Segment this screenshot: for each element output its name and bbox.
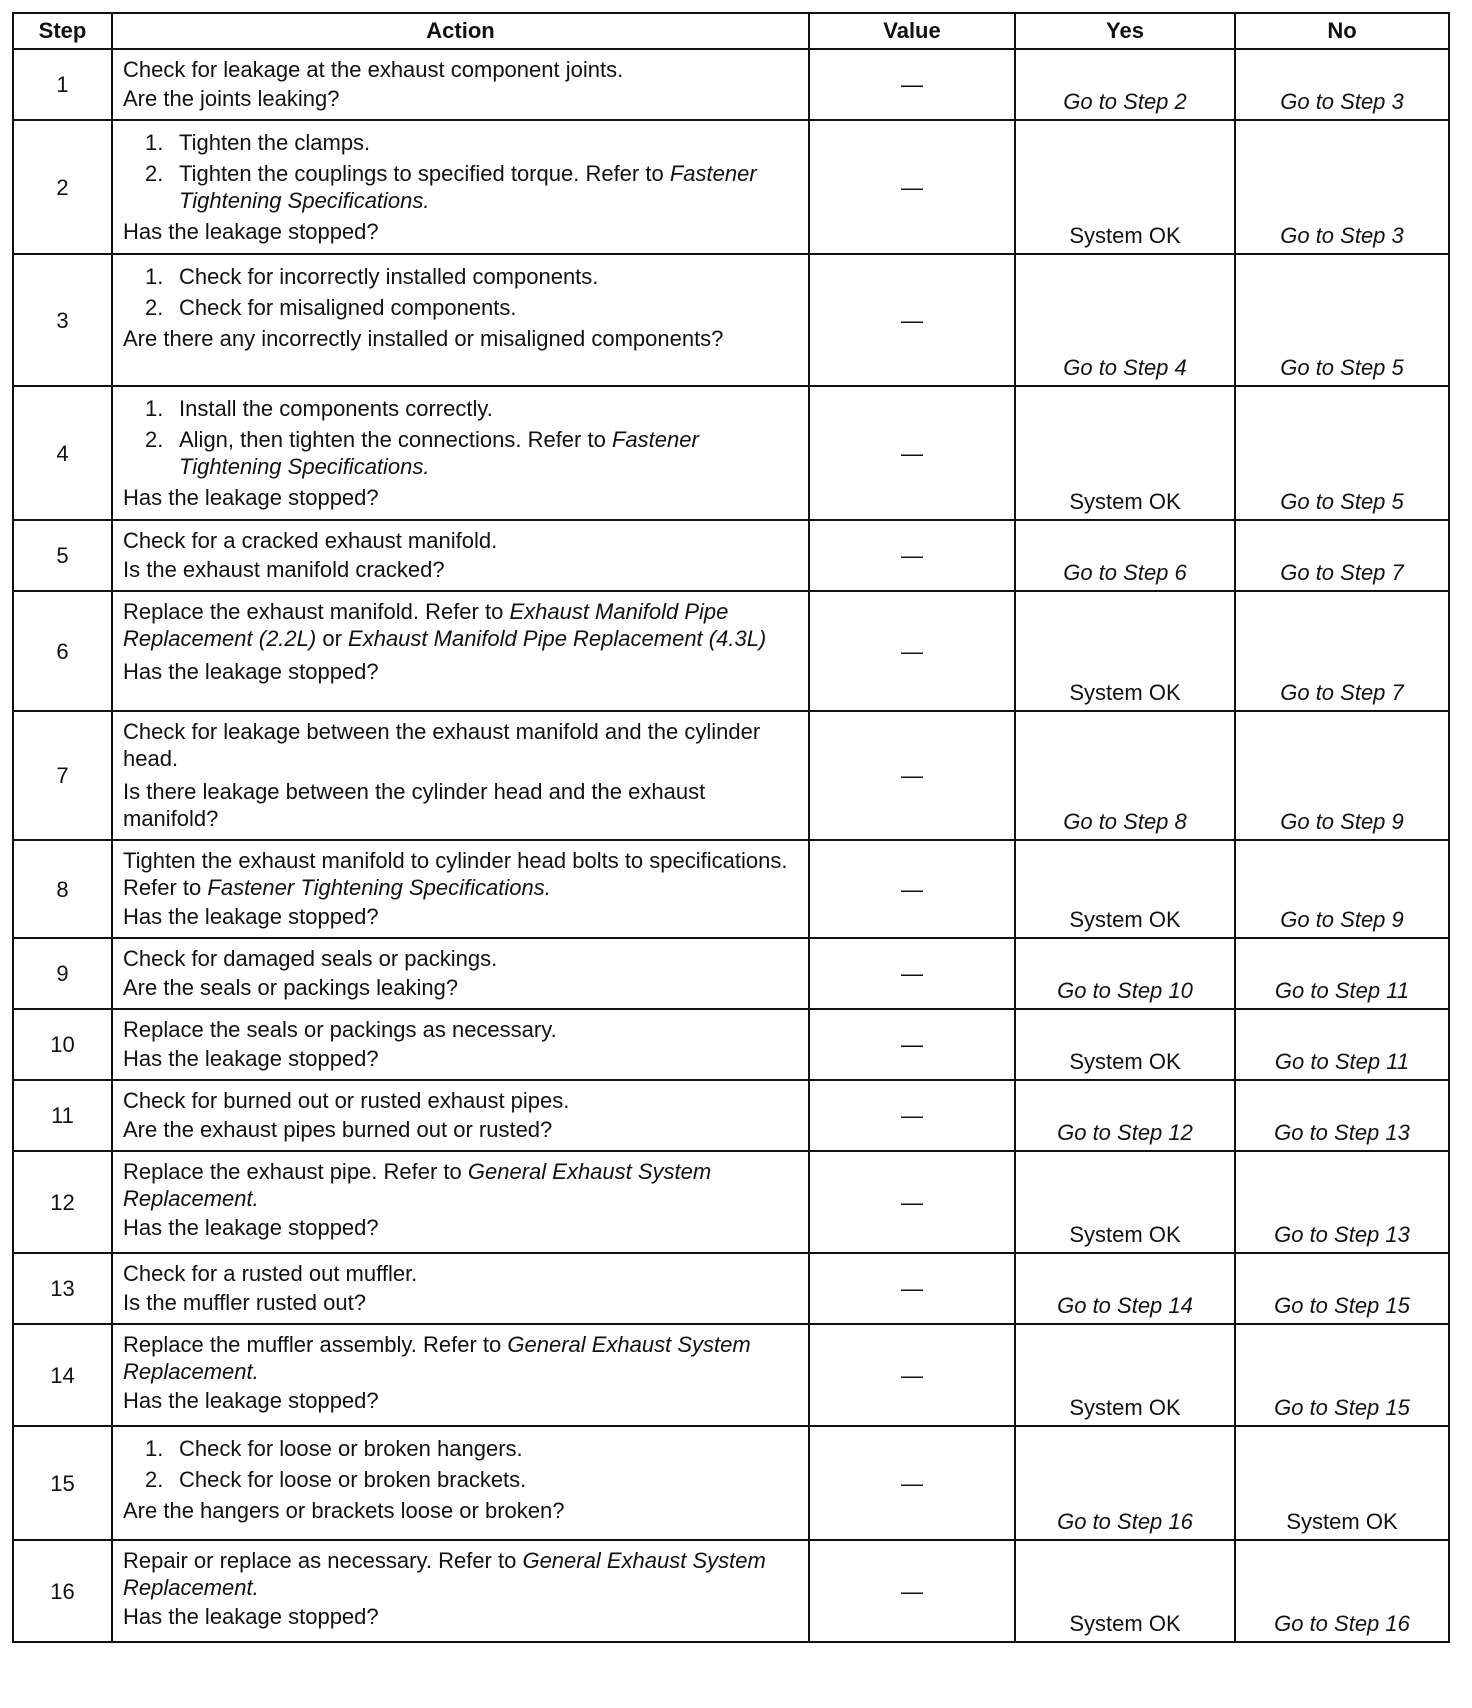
list-item-text: Tighten the couplings to specified torque. Refer to [179,161,664,186]
step-number: 9 [13,938,112,1009]
list-item-text: Align, then tighten the connections. Refer to [179,427,606,452]
action-cell [112,120,809,254]
reference-link: Fastener Tightening Specifications. [179,427,699,479]
yes-cell: Go to Step 8 [1015,711,1235,840]
action-question: Has the leakage stopped? [123,1604,379,1629]
value-cell: — [809,938,1015,1009]
reference-link: General Exhaust System Replacement. [123,1332,751,1384]
action-question: Are the exhaust pipes burned out or rusted? [123,1117,553,1142]
no-cell: Go to Step 15 [1235,1253,1449,1324]
step-number: 2 [13,120,112,254]
value-cell: — [809,120,1015,254]
yes-cell: Go to Step 12 [1015,1080,1235,1151]
value-cell: — [809,591,1015,711]
header-value: Value [809,13,1015,49]
action-question: Are the hangers or brackets loose or broken? [123,1498,565,1523]
header-no: No [1235,13,1449,49]
yes-cell: System OK [1015,1151,1235,1253]
action-instruction: Check for burned out or rusted exhaust pipes. [123,1088,570,1113]
list-item-text: Install the components correctly. [179,396,493,421]
no-cell: Go to Step 7 [1235,591,1449,711]
table-row [13,938,1449,1009]
action-question: Has the leakage stopped? [123,1046,379,1071]
action-instruction: Replace the muffler assembly. Refer to General Exhaust System Replacement. [123,1332,751,1384]
action-question: Is the exhaust manifold cracked? [123,557,445,582]
table-row [13,1253,1449,1324]
list-item-text: Check for loose or broken hangers. [179,1436,523,1461]
diagnostic-table [12,12,1450,1643]
table-row [13,1009,1449,1080]
value-cell: — [809,49,1015,120]
action-instruction: Check for a rusted out muffler. [123,1261,418,1286]
step-number: 10 [13,1009,112,1080]
table-row [13,520,1449,591]
action-cell [112,49,809,120]
action-cell [112,254,809,386]
list-item: 2. Check for misaligned components. [145,294,798,321]
list-item: 1. Check for incorrectly installed components. [145,263,798,290]
no-cell: Go to Step 7 [1235,520,1449,591]
no-cell: System OK [1235,1426,1449,1540]
value-cell: — [809,1080,1015,1151]
yes-cell: Go to Step 16 [1015,1426,1235,1540]
step-number: 11 [13,1080,112,1151]
table-row [13,1080,1449,1151]
yes-cell: System OK [1015,120,1235,254]
step-number: 6 [13,591,112,711]
action-question: Has the leakage stopped? [123,485,379,510]
action-cell [112,1540,809,1642]
yes-cell: System OK [1015,1009,1235,1080]
value-cell: — [809,1009,1015,1080]
action-instruction: Repair or replace as necessary. Refer to General Exhaust System Replacement. [123,1548,766,1600]
action-question: Has the leakage stopped? [123,1388,379,1413]
reference-link: General Exhaust System Replacement. [123,1548,766,1600]
list-item: 2. Tighten the couplings to specified torque. Refer to Fastener Tightening Specifications. [145,161,757,213]
action-instruction: Replace the exhaust manifold. Refer to Exhaust Manifold Pipe Replacement (2.2L) or Exhaust Manifold Pipe Replacement (4.3L) [123,599,767,651]
action-cell [112,840,809,938]
header-action: Action [112,13,809,49]
yes-cell: System OK [1015,591,1235,711]
action-instruction: Check for leakage at the exhaust component joints. [123,57,624,82]
header-step: Step [13,13,112,49]
reference-link: Exhaust Manifold Pipe Replacement (4.3L) [348,626,767,651]
table-row [13,1426,1449,1540]
action-question: Has the leakage stopped? [123,659,379,684]
list-item-text: Check for incorrectly installed components. [179,264,599,289]
table-row [13,120,1449,254]
list-item: 2. Align, then tighten the connections. Refer to Fastener Tightening Specifications. [145,427,699,479]
no-cell: Go to Step 11 [1235,1009,1449,1080]
table-row [13,840,1449,938]
action-question: Are there any incorrectly installed or misaligned components? [123,326,724,351]
step-number: 13 [13,1253,112,1324]
action-question: Is the muffler rusted out? [123,1290,366,1315]
action-instruction: Replace the exhaust pipe. Refer to General Exhaust System Replacement. [123,1159,712,1211]
yes-cell: Go to Step 10 [1015,938,1235,1009]
value-cell: — [809,1151,1015,1253]
no-cell: Go to Step 3 [1235,120,1449,254]
list-item-text: Check for loose or broken brackets. [179,1467,527,1492]
value-cell: — [809,254,1015,386]
header-yes: Yes [1015,13,1235,49]
step-number: 1 [13,49,112,120]
no-cell: Go to Step 16 [1235,1540,1449,1642]
value-cell: — [809,386,1015,520]
table-row [13,711,1449,840]
yes-cell: System OK [1015,1540,1235,1642]
action-question: Are the joints leaking? [123,86,340,111]
reference-link: Exhaust Manifold Pipe Replacement (2.2L) [123,599,729,651]
reference-link: Fastener Tightening Specifications. [207,875,551,900]
action-cell [112,591,809,711]
step-number: 8 [13,840,112,938]
action-instruction: Replace the seals or packings as necessary. [123,1017,557,1042]
no-cell: Go to Step 13 [1235,1080,1449,1151]
value-cell: — [809,840,1015,938]
diagnostic-table-container [12,12,1448,1643]
no-cell: Go to Step 13 [1235,1151,1449,1253]
action-instruction: Check for damaged seals or packings. [123,946,498,971]
action-cell [112,1426,809,1540]
list-item: 1. Check for loose or broken hangers. [145,1435,798,1462]
step-number: 4 [13,386,112,520]
value-cell: — [809,1324,1015,1426]
value-cell: — [809,1426,1015,1540]
value-cell: — [809,1540,1015,1642]
step-number: 3 [13,254,112,386]
step-number: 12 [13,1151,112,1253]
table-row [13,1540,1449,1642]
value-cell: — [809,1253,1015,1324]
table-row [13,386,1449,520]
yes-cell: System OK [1015,1324,1235,1426]
table-row [13,49,1449,120]
list-item: 1. Install the components correctly. [145,395,798,422]
list-item: 1. Tighten the clamps. [145,129,798,156]
action-question: Are the seals or packings leaking? [123,975,459,1000]
yes-cell: Go to Step 6 [1015,520,1235,591]
step-number: 7 [13,711,112,840]
no-cell: Go to Step 15 [1235,1324,1449,1426]
list-item-text: Check for misaligned components. [179,295,517,320]
no-cell: Go to Step 3 [1235,49,1449,120]
action-cell [112,1253,809,1324]
action-cell [112,386,809,520]
action-cell [112,1080,809,1151]
action-cell [112,938,809,1009]
no-cell: Go to Step 9 [1235,840,1449,938]
no-cell: Go to Step 11 [1235,938,1449,1009]
step-number: 5 [13,520,112,591]
list-item: 2. Check for loose or broken brackets. [145,1466,798,1493]
yes-cell: Go to Step 2 [1015,49,1235,120]
table-row [13,591,1449,711]
action-question: Is there leakage between the cylinder head and the exhaust manifold? [123,779,706,831]
table-row [13,254,1449,386]
table-row [13,1324,1449,1426]
action-cell [112,520,809,591]
action-question: Has the leakage stopped? [123,1215,379,1240]
yes-cell: System OK [1015,386,1235,520]
action-instruction: Check for leakage between the exhaust manifold and the cylinder head. [123,719,761,771]
reference-link: Fastener Tightening Specifications. [179,161,757,213]
step-number: 14 [13,1324,112,1426]
header-row [13,13,1449,49]
table-row [13,1151,1449,1253]
yes-cell: Go to Step 4 [1015,254,1235,386]
no-cell: Go to Step 9 [1235,711,1449,840]
list-item-text: Tighten the clamps. [179,130,371,155]
action-instruction: Check for a cracked exhaust manifold. [123,528,498,553]
value-cell: — [809,711,1015,840]
action-cell [112,1324,809,1426]
step-number: 15 [13,1426,112,1540]
action-cell [112,711,809,840]
action-question: Has the leakage stopped? [123,219,379,244]
reference-link: General Exhaust System Replacement. [123,1159,712,1211]
step-number: 16 [13,1540,112,1642]
action-question: Has the leakage stopped? [123,904,379,929]
action-instruction: Tighten the exhaust manifold to cylinder head bolts to specifications. Refer to Fastener Tightening Specifications. [123,848,788,900]
no-cell: Go to Step 5 [1235,254,1449,386]
no-cell: Go to Step 5 [1235,386,1449,520]
value-cell: — [809,520,1015,591]
yes-cell: System OK [1015,840,1235,938]
action-cell [112,1151,809,1253]
yes-cell: Go to Step 14 [1015,1253,1235,1324]
action-cell [112,1009,809,1080]
